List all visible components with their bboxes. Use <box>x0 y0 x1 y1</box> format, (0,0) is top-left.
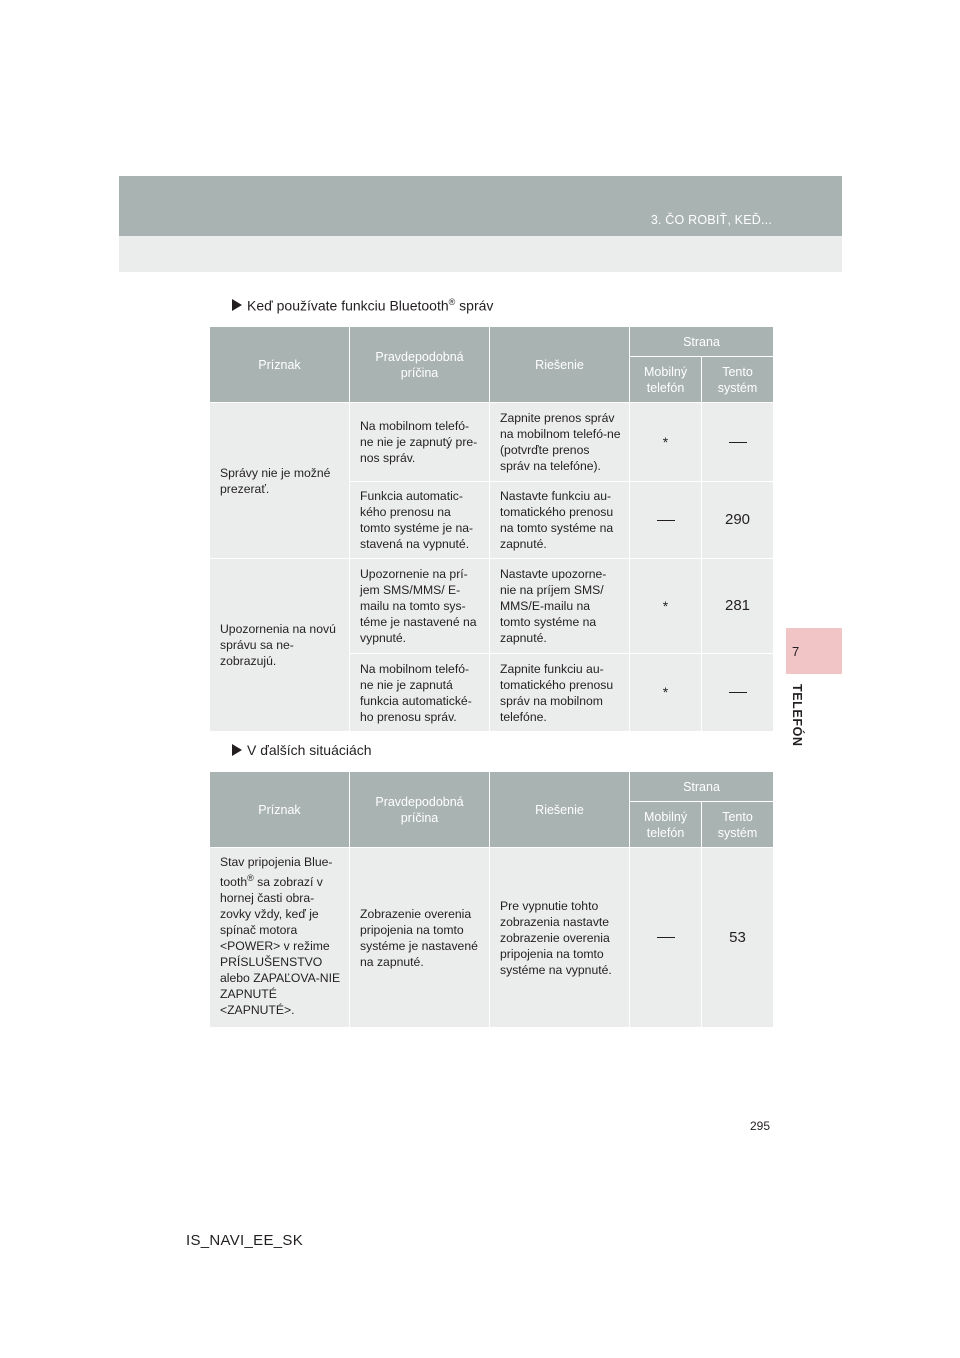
chapter-tab-number: 7 <box>792 644 800 659</box>
solution-cell: Nastavte upozorne-nie na príjem SMS/ MMS/E-mailu na tomto systéme na zapnuté. <box>490 559 630 654</box>
triangle-bullet-icon <box>232 299 242 311</box>
section-heading-bluetooth: Keď používate funkciu Bluetooth® správ <box>232 297 493 314</box>
solution-cell: Zapnite funkciu au-tomatického prenosu správ na mobilnom telefóne. <box>490 654 630 732</box>
troubleshooting-table-messages <box>209 326 774 732</box>
header-system: Tento systém <box>702 802 774 848</box>
dash-mark <box>657 520 675 521</box>
page-phone-cell <box>630 654 702 732</box>
solution-cell: Zapnite prenos správ na mobilnom telefó-ne (potvrďte prenos správ na telefóne). <box>490 403 630 482</box>
solution-cell: Nastavte funkciu au-tomatického prenosu na tomto systéme na zapnuté. <box>490 482 630 559</box>
dash-mark <box>729 442 747 443</box>
header-phone: Mobilný telefón <box>630 802 702 848</box>
header-solution: Riešenie <box>490 327 630 403</box>
asterisk-mark: * <box>662 684 669 700</box>
page-system-cell <box>702 403 774 482</box>
asterisk-mark: * <box>662 597 669 614</box>
symptom-cell: Stav pripojenia Blue-tooth® sa zobrazí v hornej časti obra-zovky vždy, keď je spínač motora <POWER> v režime PRÍSLUŠENSTVO alebo ZAPAĽOVA-NIE ZAPNUTÉ <ZAPNUTÉ>. <box>210 848 350 1028</box>
page-system-cell <box>702 654 774 732</box>
header-page: Strana <box>630 327 774 357</box>
symptom-cell: Správy nie je možné prezerať. <box>210 403 350 559</box>
solution-cell: Pre vypnutie tohto zobrazenia nastavte zobrazenie overenia pripojenia na tomto systéme na vypnuté. <box>490 848 630 1028</box>
page-system-cell: 281 <box>702 559 774 654</box>
dash-mark <box>729 692 747 693</box>
page-system-cell: 290 <box>702 482 774 559</box>
header-cause: Pravdepodobná príčina <box>350 327 490 403</box>
table-row <box>210 848 774 1028</box>
page-phone-cell <box>630 403 702 482</box>
header-solution: Riešenie <box>490 772 630 848</box>
header-system: Tento systém <box>702 357 774 403</box>
page-number: 295 <box>750 1119 771 1133</box>
header-band <box>119 176 842 236</box>
document-code: IS_NAVI_EE_SK <box>186 1232 304 1249</box>
page-phone-cell <box>630 848 702 1028</box>
table-row <box>210 559 774 654</box>
troubleshooting-table-other <box>209 771 774 1028</box>
header-phone: Mobilný telefón <box>630 357 702 403</box>
page-system-cell: 53 <box>702 848 774 1028</box>
dash-mark <box>657 937 675 938</box>
cause-cell: Funkcia automatic-kého prenosu na tomto systéme je na-stavená na vypnuté. <box>350 482 490 559</box>
cause-cell: Na mobilnom telefó-ne nie je zapnutý pre-nos správ. <box>350 403 490 482</box>
page-phone-cell <box>630 482 702 559</box>
chapter-title: 3. ČO ROBIŤ, KEĎ... <box>650 213 772 227</box>
cause-cell: Zobrazenie overenia pripojenia na tomto systéme je nastavené na zapnuté. <box>350 848 490 1028</box>
asterisk-mark: * <box>662 433 669 450</box>
cause-cell: Upozornenie na prí-jem SMS/MMS/ E-mailu na tomto sys-téme je nastavené na vypnuté. <box>350 559 490 654</box>
symptom-cell: Upozornenia na novú správu sa ne-zobrazujú. <box>210 559 350 732</box>
cause-cell: Na mobilnom telefó-ne nie je zapnutá funkcia automatické-ho prenosu správ. <box>350 654 490 732</box>
header-page: Strana <box>630 772 774 802</box>
page-phone-cell <box>630 559 702 654</box>
header-cause: Pravdepodobná príčina <box>350 772 490 848</box>
header-symptom: Príznak <box>210 327 350 403</box>
table-row <box>210 403 774 482</box>
header-symptom: Príznak <box>210 772 350 848</box>
section-heading-other: V ďalších situáciách <box>232 742 372 758</box>
header-subband <box>119 236 842 272</box>
chapter-tab-label: TELEFÓN <box>790 684 804 747</box>
triangle-bullet-icon <box>232 744 242 756</box>
